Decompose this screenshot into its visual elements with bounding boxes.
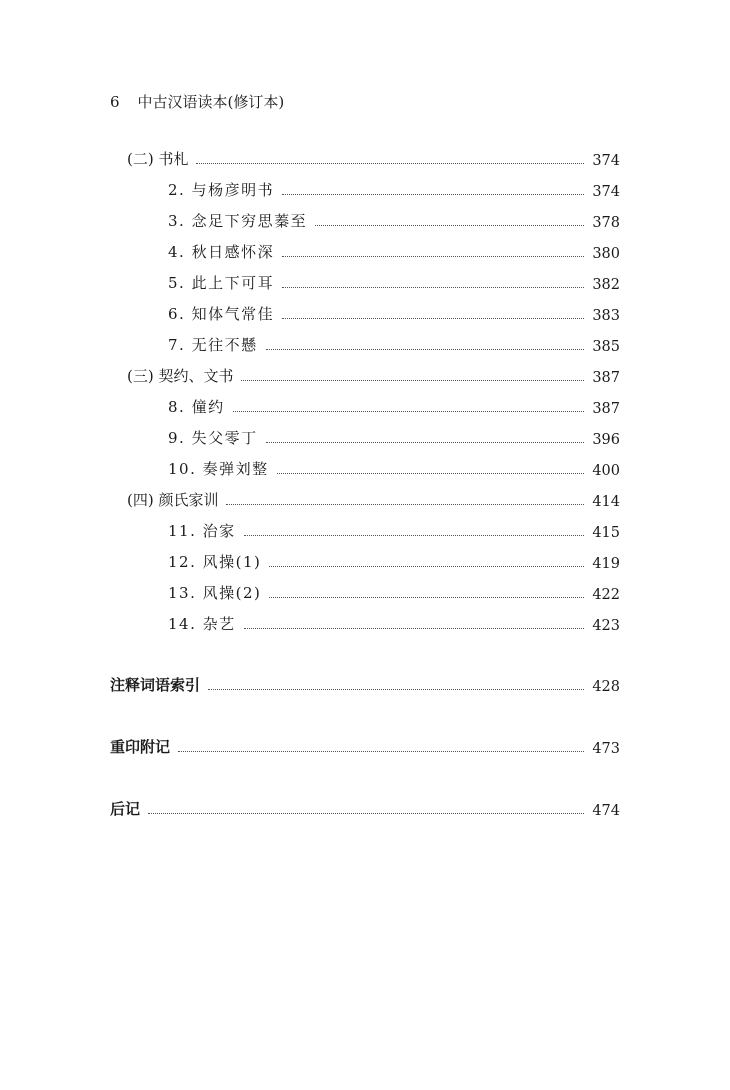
toc-entry-page: 400 [592, 463, 620, 479]
toc-entry-title: 10. 奏弹刘整 [168, 460, 269, 478]
toc-entry [168, 581, 620, 603]
toc-entry [168, 333, 620, 355]
toc-entry [168, 302, 620, 324]
toc-leader-dots [233, 410, 585, 412]
toc-entry-page: 428 [592, 679, 620, 695]
toc-entry [168, 178, 620, 200]
toc-leader-dots [226, 503, 584, 505]
toc-entry-page: 387 [592, 401, 620, 417]
toc-entry-page: 383 [592, 308, 620, 324]
toc-entry-page: 387 [592, 370, 620, 386]
toc-entry-title: 12. 风操(1) [168, 553, 262, 571]
toc-entry-title: 9. 失父零丁 [168, 429, 258, 447]
toc-entry-title: 14. 杂艺 [168, 615, 236, 633]
toc-entry-title: (三) 契约、文书 [127, 367, 234, 385]
toc-entry-page: 374 [592, 184, 620, 200]
toc-leader-dots [282, 286, 584, 288]
toc-entry-title: 3. 念足下穷思蓁至 [168, 212, 308, 230]
toc-leader-dots [282, 255, 584, 257]
toc-leader-dots [282, 317, 584, 319]
toc-leader-dots [208, 688, 584, 690]
toc-entry [127, 364, 620, 386]
toc-entry-page: 473 [592, 741, 620, 757]
toc-entry-title: 5. 此上下可耳 [168, 274, 275, 292]
toc-leader-dots [315, 224, 584, 226]
toc-entry [168, 395, 620, 417]
toc-entry-title: (四) 颜氏家训 [127, 491, 219, 509]
toc-entry-title: 4. 秋日感怀深 [168, 243, 275, 261]
toc-leader-dots [196, 162, 584, 164]
toc-entry [168, 209, 620, 231]
toc-entry-title: (二) 书札 [127, 150, 189, 168]
toc-leader-dots [241, 379, 584, 381]
toc-leader-dots [266, 348, 585, 350]
toc-entry [168, 271, 620, 293]
toc-entry-title: 8. 僮约 [168, 398, 225, 416]
toc-leader-dots [282, 193, 584, 195]
toc-leader-dots [148, 812, 584, 814]
toc-entry-title: 2. 与杨彦明书 [168, 181, 275, 199]
toc-entry [168, 612, 620, 634]
toc-entry-page: 414 [592, 494, 620, 510]
toc-entry-page: 396 [592, 432, 620, 448]
toc-leader-dots [178, 750, 584, 752]
toc-entry-page: 422 [592, 587, 620, 603]
toc-entry-title: 6. 知体气常佳 [168, 305, 275, 323]
toc-entry-page: 385 [592, 339, 620, 355]
toc-leader-dots [269, 596, 584, 598]
toc-entry [127, 488, 620, 510]
toc-entry-page: 374 [592, 153, 620, 169]
toc-leader-dots [244, 627, 585, 629]
toc-entry [110, 673, 620, 695]
toc-entry-title: 后记 [110, 800, 141, 818]
toc-entry [110, 797, 620, 819]
toc-entry-page: 474 [592, 803, 620, 819]
toc-entry-page: 415 [592, 525, 620, 541]
toc-entry [127, 147, 620, 169]
toc-entry-title: 7. 无往不懸 [168, 336, 258, 354]
toc-leader-dots [269, 565, 584, 567]
toc-entry-title: 注释词语索引 [110, 676, 201, 694]
toc-entry [110, 735, 620, 757]
toc-entry-page: 378 [592, 215, 620, 231]
toc-entry [168, 426, 620, 448]
toc-entry [168, 240, 620, 262]
toc-entry-page: 382 [592, 277, 620, 293]
toc-entry-page: 419 [592, 556, 620, 572]
toc-leader-dots [266, 441, 585, 443]
toc-entry [168, 550, 620, 572]
page-number: 6 [110, 93, 120, 111]
toc-entry-title: 重印附记 [110, 738, 171, 756]
book-title: 中古汉语读本(修订本) [137, 93, 285, 111]
toc-entry-title: 11. 治家 [168, 522, 236, 540]
toc-entry-page: 380 [592, 246, 620, 262]
toc-entry-page: 423 [592, 618, 620, 634]
toc-leader-dots [277, 472, 585, 474]
toc-leader-dots [244, 534, 585, 536]
toc-entry [168, 457, 620, 479]
toc-entry [168, 519, 620, 541]
toc-entry-title: 13. 风操(2) [168, 584, 262, 602]
